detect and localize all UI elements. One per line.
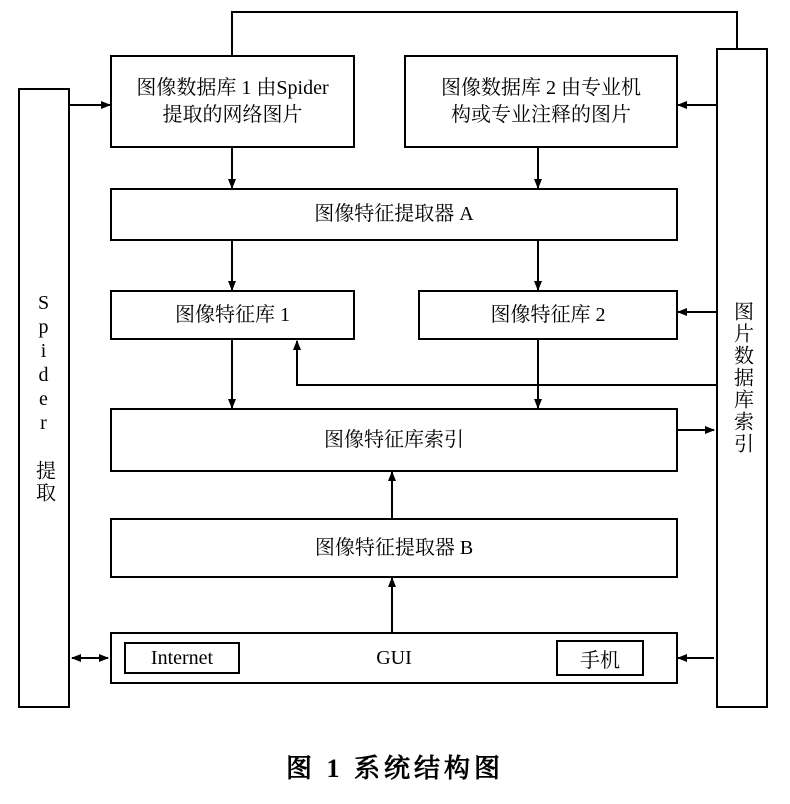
feature-library-2-box: [418, 290, 678, 340]
feature-library-1-label: 图像特征库 1: [175, 303, 290, 326]
image-database-1-line1: 图像数据库 1 由Spider: [136, 76, 329, 99]
feature-extractor-b-box: [110, 518, 678, 578]
figure-caption: 图 1 系统结构图: [285, 754, 504, 783]
feature-library-1-box: [110, 290, 355, 340]
feature-library-2-label: 图像特征库 2: [490, 303, 606, 326]
feature-extractor-b-label: 图像特征提取器 B: [314, 536, 474, 559]
internet-label: Internet: [150, 646, 214, 669]
image-database-index-bar: [716, 48, 768, 708]
mobile-label: 手机: [580, 649, 620, 672]
spider-extraction-label: Spider 提取: [32, 292, 55, 504]
feature-index-label: 图像特征库索引: [324, 428, 464, 451]
image-database-2-box: [404, 55, 678, 148]
image-database-index-label: 图片数据库索引: [730, 301, 753, 455]
gui-label: GUI: [376, 646, 412, 669]
spider-extraction-bar: [18, 88, 70, 708]
image-database-1-box: [110, 55, 355, 148]
image-database-2-line1: 图像数据库 2 由专业机: [441, 76, 641, 99]
feature-extractor-a-box: [110, 188, 678, 241]
image-database-2-line2: 构或专业注释的图片: [451, 103, 631, 126]
feature-index-box: [110, 408, 678, 472]
internet-box: [124, 642, 240, 674]
feature-extractor-a-label: 图像特征提取器 A: [314, 203, 474, 225]
image-database-1-line2: 提取的网络图片: [162, 103, 303, 126]
mobile-box: [556, 640, 644, 676]
